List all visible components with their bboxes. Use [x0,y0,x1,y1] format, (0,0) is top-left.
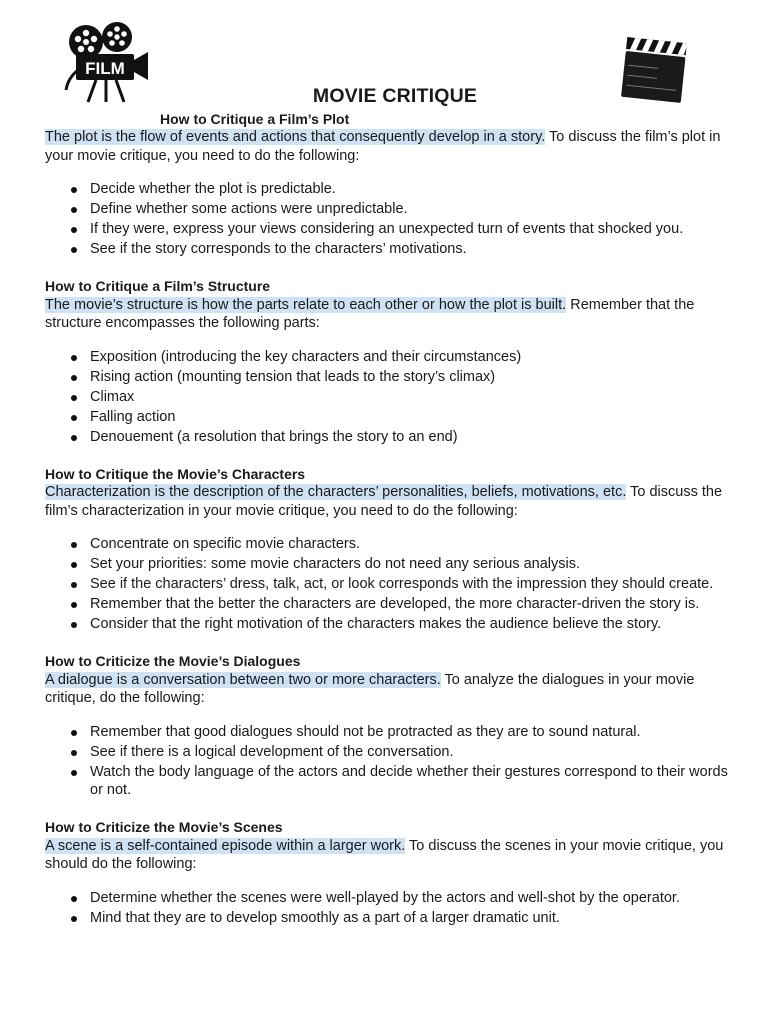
intro-text: To analyze the dialogues in your movie critique, do the following: [45,671,695,706]
bullet-list-structure [45,348,735,447]
list-item: Exposition (introducing the key characters and their circumstances) [45,348,735,367]
list-item: If they were, express your views considering an unexpected turn of events that shocked you. [45,220,735,239]
list-item: Consider that the right motivation of the characters makes the audience believe the story. [45,615,735,634]
section-heading-scenes: How to Criticize the Movie’s Scenes [45,819,283,835]
section-heading-characters: How to Critique the Movie’s Characters [45,465,306,482]
bullet-list-plot [45,180,735,259]
list-item: Watch the body language of the actors and decide whether their gestures correspond to their words or not. [45,763,735,800]
section-intro-characters [45,483,735,520]
intro-text: To discuss the film’s plot in your movie critique, you need to do the following: [45,129,721,164]
bullet-list-dialogues [45,723,735,800]
section-intro-scenes [45,837,735,874]
highlighted-definition: A dialogue is a conversation between two or more characters. [45,671,441,688]
bullet-list-scenes [45,889,735,928]
intro-text: To discuss the film’s characterization in your movie critique, you need to do the following: [45,484,723,519]
intro-text: To discuss the scenes in your movie critique, you should do the following: [45,837,724,872]
page-title: MOVIE CRITIQUE [312,85,478,107]
list-item: Remember that the better the characters are developed, the more character-driven the story is. [45,595,735,614]
list-item: Concentrate on specific movie characters. [45,535,735,554]
list-item: Falling action [45,408,735,427]
list-item: Remember that good dialogues should not be protracted as they are to sound natural. [45,723,735,742]
highlighted-definition: Characterization is the description of the characters’ personalities, beliefs, motivations, etc. [45,484,627,500]
list-item: See if the story corresponds to the characters’ motivations. [45,240,735,259]
list-item: Define whether some actions were unpredictable. [45,200,735,219]
intro-text: Remember that the structure encompasses the following parts: [45,296,695,331]
section-heading-dialogues: How to Criticize the Movie’s Dialogues [45,653,301,669]
bullet-list-characters [45,535,735,634]
list-item: Rising action (mounting tension that leads to the story’s climax) [45,368,735,387]
list-item: Determine whether the scenes were well-played by the actors and well-shot by the operator. [45,889,735,908]
highlighted-definition: The plot is the flow of events and actions that consequently develop in a story. [45,129,546,145]
list-item: Denouement (a resolution that brings the story to an end) [45,428,735,447]
section-heading-plot: How to Critique a Film’s Plot [160,111,350,127]
section-heading-structure: How to Critique a Film’s Structure [45,278,271,294]
list-item: Decide whether the plot is predictable. [45,180,735,199]
section-intro-plot [45,128,735,165]
film-logo-text: FILM [85,59,125,78]
list-item: See if the characters’ dress, talk, act, or look corresponds with the impression they should create. [45,575,735,594]
list-item: Mind that they are to develop smoothly as a part of a larger dramatic unit. [45,909,735,928]
list-item: Climax [45,388,735,407]
list-item: See if there is a logical development of the conversation. [45,743,735,762]
section-intro-structure [45,296,735,333]
highlighted-definition: The movie’s structure is how the parts relate to each other or how the plot is built. [45,296,567,313]
list-item: Set your priorities: some movie characters do not need any serious analysis. [45,555,735,574]
document-body [45,128,735,929]
highlighted-definition: A scene is a self-contained episode within a larger work. [45,837,406,854]
section-intro-dialogues [45,671,735,708]
